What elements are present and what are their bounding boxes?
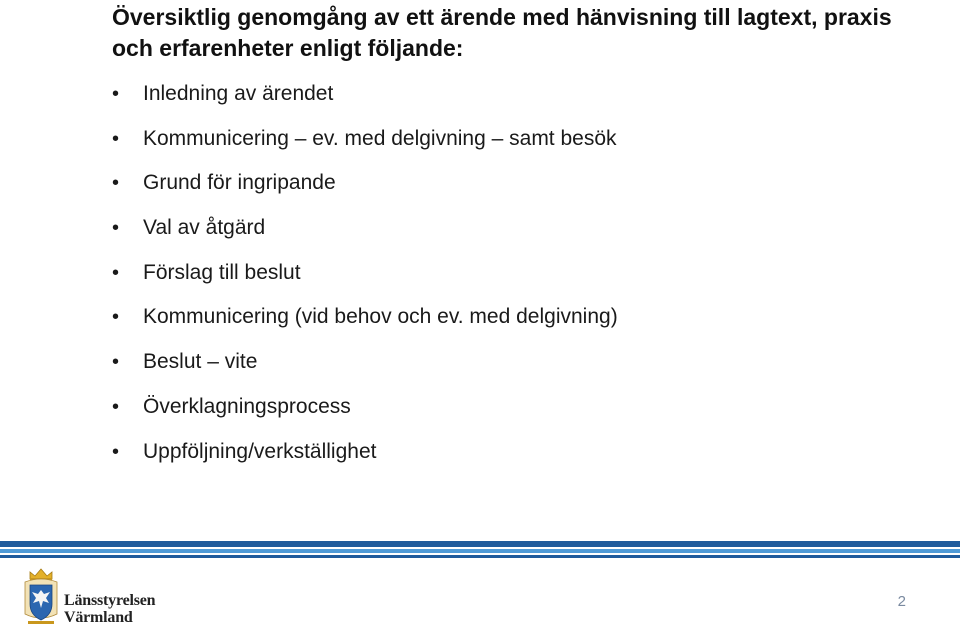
list-item-text: Val av åtgärd <box>143 216 266 240</box>
bullet-dot: • <box>112 217 120 240</box>
band-stripe-dark <box>0 541 960 547</box>
logo-text-line2: Värmland <box>64 609 133 626</box>
list-item <box>112 385 932 430</box>
list-item-text: Inledning av ärendet <box>143 82 334 105</box>
list-item-text: Överklagningsprocess <box>143 394 351 418</box>
coat-of-arms-icon <box>22 566 60 628</box>
list-item <box>112 295 932 340</box>
list-item <box>112 430 932 475</box>
list-item <box>112 72 932 117</box>
list-item <box>112 206 932 251</box>
logo-wordmark <box>64 592 155 626</box>
list-item <box>112 340 932 385</box>
list-item <box>112 117 932 162</box>
band-stripe-thin <box>0 555 960 558</box>
bullet-dot: • <box>112 440 120 463</box>
bullet-dot: • <box>112 172 120 195</box>
list-item-text: Kommunicering (vid behov och ev. med delgivning) <box>143 305 618 329</box>
agency-logo <box>22 566 172 628</box>
bullet-dot: • <box>112 395 120 418</box>
list-item <box>112 251 932 296</box>
bullet-dot: • <box>112 351 120 374</box>
list-item <box>112 161 932 206</box>
list-item-text: Förslag till beslut <box>143 260 301 284</box>
bullet-list <box>112 72 932 474</box>
list-item-text: Beslut – vite <box>143 350 258 374</box>
list-item-text: Uppföljning/verkställighet <box>143 439 377 463</box>
bullet-dot: • <box>112 306 120 329</box>
band-stripe-light <box>0 549 960 553</box>
list-item-text: Kommunicering – ev. med delgivning – samt besök <box>143 126 617 150</box>
bullet-dot: • <box>112 83 120 105</box>
logo-text-line1: Länsstyrelsen <box>64 592 156 609</box>
bullet-dot: • <box>112 127 120 150</box>
slide-title: Översiktlig genomgång av ett ärende med hänvisning till lagtext, praxis och erfarenheter enligt följande: <box>112 4 892 61</box>
footer-band <box>0 541 960 561</box>
list-item-text: Grund för ingripande <box>143 171 336 195</box>
bullet-dot: • <box>112 261 120 284</box>
page-number: 2 <box>897 593 906 610</box>
